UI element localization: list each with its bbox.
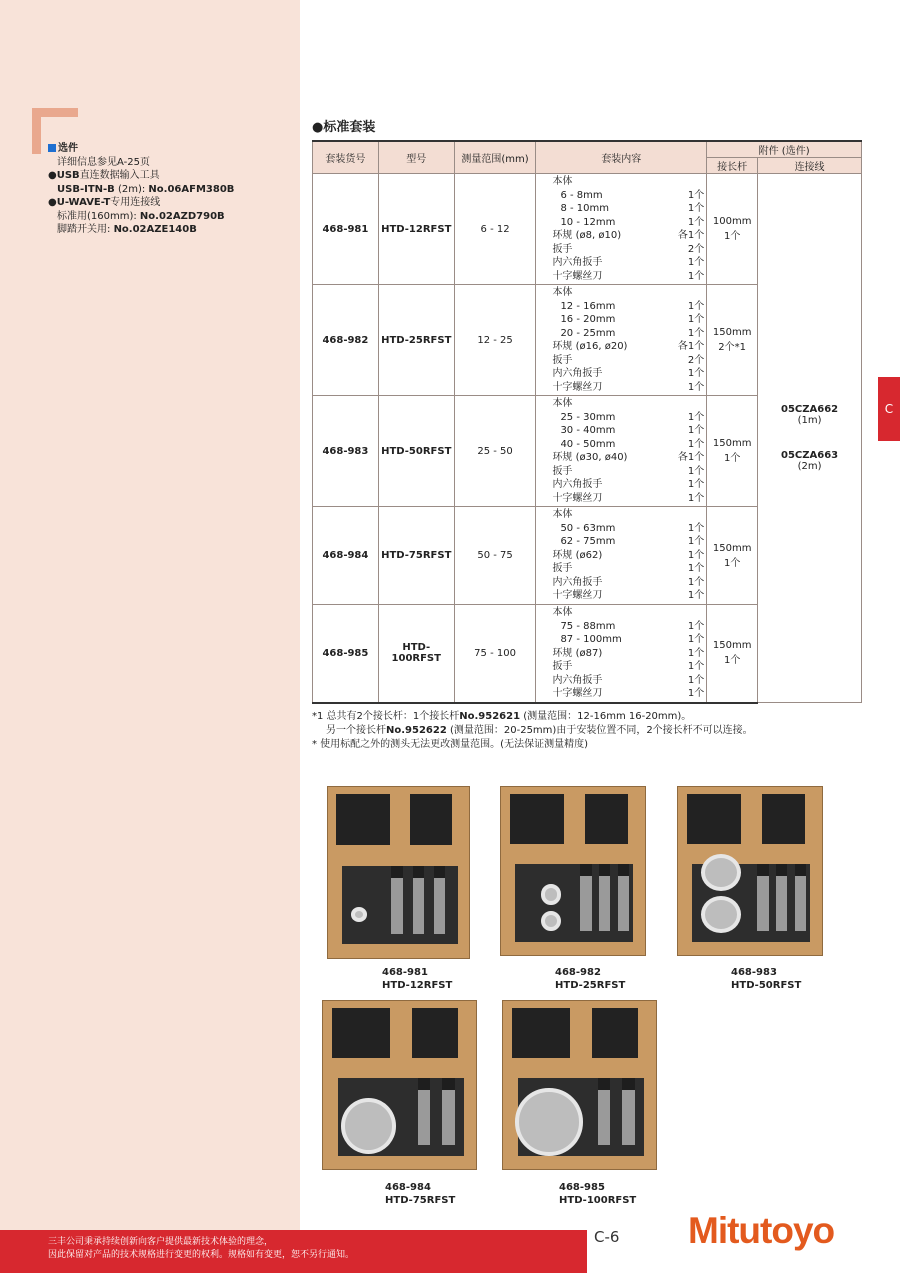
contents-item xyxy=(552,216,704,230)
contents-item xyxy=(552,508,704,522)
contents-item xyxy=(552,189,704,203)
contents-item xyxy=(552,549,704,563)
set-code-cell: 468-982 xyxy=(313,285,379,396)
contents-item xyxy=(552,589,704,603)
item-qty: 各1个 xyxy=(677,452,705,463)
extension-length: 150mm xyxy=(712,542,752,554)
contents-item xyxy=(552,424,704,438)
set-code-cell: 468-984 xyxy=(313,507,379,605)
item-qty: 1个 xyxy=(687,674,705,686)
item-name: 75 - 88mm xyxy=(560,620,616,632)
bore-gauge-icon xyxy=(599,864,611,931)
foam-pad xyxy=(336,794,390,845)
item-name: 16 - 20mm xyxy=(560,314,616,325)
extension-length: 150mm xyxy=(712,640,752,652)
uwave-footswitch-item: 脚踏开关用: No.02AZE140B xyxy=(57,224,197,235)
item-qty: 1个 xyxy=(687,647,705,659)
contents-item xyxy=(552,397,704,411)
item-qty: 1个 xyxy=(687,536,705,548)
model-cell: HTD-75RFST xyxy=(378,507,454,605)
item-qty: 1个 xyxy=(687,216,705,228)
item-qty: 1个 xyxy=(687,327,705,339)
item-name: 本体 xyxy=(552,176,573,187)
footnote-1-continued: 另一个接长杆No.952622 (测量范围：20-25mm)由于安装位置不同，2个接长杆不可以连接。 xyxy=(326,725,753,736)
contents-item xyxy=(552,674,704,688)
item-qty: 1个 xyxy=(687,300,705,312)
contents-item xyxy=(552,313,704,327)
bore-gauge-icon xyxy=(622,1078,634,1145)
product-photo-468-982 xyxy=(500,786,646,956)
cable-a-length: (1m) xyxy=(797,415,822,426)
product-photo-468-981 xyxy=(327,786,470,959)
item-name: 环规 (ø16, ø20) xyxy=(552,341,628,352)
footnote-2: * 使用标配之外的测头无法更改测量范围。(无法保证测量精度) xyxy=(312,739,588,750)
contents-cell xyxy=(536,507,707,605)
mitutoyo-logo: Mitutoyo xyxy=(688,1210,835,1251)
options-block xyxy=(48,142,234,237)
item-qty: 2个 xyxy=(687,354,705,366)
extension-length: 150mm xyxy=(712,438,752,449)
photo-caption-468-985: 468-985 HTD-100RFST xyxy=(559,1182,637,1206)
photo-caption-468-983: 468-983 HTD-50RFST xyxy=(731,967,802,991)
item-name: 扳手 xyxy=(552,243,573,255)
bore-gauge-icon xyxy=(795,864,807,931)
contents-cell xyxy=(536,396,707,507)
item-name: 本体 xyxy=(552,607,573,618)
item-name: 6 - 8mm xyxy=(560,189,603,201)
item-name: 内六角扳手 xyxy=(552,674,603,686)
page-number: C-6 xyxy=(594,1228,620,1246)
item-name: 10 - 12mm xyxy=(560,216,616,228)
contents-item xyxy=(552,256,704,270)
item-qty: 2个 xyxy=(687,243,705,255)
bore-gauge-icon xyxy=(598,1078,610,1145)
contents-item xyxy=(552,478,704,492)
options-heading: 选件 xyxy=(48,142,234,156)
item-qty: 1个 xyxy=(687,257,705,268)
cable-a-code: 05CZA662 xyxy=(781,404,839,415)
contents-item xyxy=(552,327,704,341)
header-range: 测量范围(mm) xyxy=(454,141,536,174)
item-qty: 1个 xyxy=(687,314,705,325)
disclaimer-line-2: 因此保留对产品的技术规格进行变更的权利。规格如有变更，恕不另行通知。 xyxy=(48,1250,355,1260)
contents-item xyxy=(552,647,704,661)
chapter-tab-c[interactable]: C xyxy=(878,377,900,441)
contents-item xyxy=(552,367,704,381)
contents-item xyxy=(552,465,704,479)
extension-length: 100mm xyxy=(712,216,752,227)
spacer xyxy=(758,426,861,450)
header-accessories: 附件 (选件) xyxy=(707,141,862,158)
range-cell: 12 - 25 xyxy=(454,285,536,396)
uwave-standard-item: 标准用(160mm): No.02AZD790B xyxy=(57,210,225,222)
header-extension: 接长杆 xyxy=(707,158,758,174)
item-name: 20 - 25mm xyxy=(560,327,616,339)
photo-caption-468-981: 468-981 HTD-12RFST xyxy=(382,967,453,991)
usb-option-item: USB-ITN-B (2m): No.06AFM380B xyxy=(57,183,235,195)
contents-item xyxy=(552,438,704,452)
foam-pad xyxy=(592,1008,638,1058)
item-name: 扳手 xyxy=(552,354,573,366)
extension-qty: 1个 xyxy=(723,557,741,569)
range-cell: 25 - 50 xyxy=(454,396,536,507)
item-qty: 1个 xyxy=(687,620,705,632)
bore-gauge-icon xyxy=(618,864,630,931)
item-qty: 1个 xyxy=(687,522,705,534)
footer-disclaimer xyxy=(0,1230,587,1273)
foam-tray xyxy=(515,864,633,941)
contents-item xyxy=(552,229,704,243)
bore-gauge-icon xyxy=(434,866,445,934)
set-code-cell: 468-981 xyxy=(313,174,379,285)
foam-pad xyxy=(762,794,805,844)
item-name: 内六角扳手 xyxy=(552,257,603,268)
item-qty: 1个 xyxy=(687,634,705,645)
cable-b-code: 05CZA663 xyxy=(781,450,839,461)
item-name: 环规 (ø30, ø40) xyxy=(552,452,628,463)
footnotes xyxy=(312,710,753,752)
cable-cell xyxy=(758,174,862,703)
photo-caption-468-984: 468-984 HTD-75RFST xyxy=(385,1182,456,1206)
item-name: 扳手 xyxy=(552,661,573,672)
item-qty: 1个 xyxy=(687,189,705,201)
range-cell: 50 - 75 xyxy=(454,507,536,605)
disclaimer-line-1: 三丰公司秉承持续创新向客户提供最新技术体验的理念， xyxy=(48,1237,274,1247)
bore-gauge-icon xyxy=(776,864,788,931)
item-name: 内六角扳手 xyxy=(552,576,603,588)
item-name: 十字螺丝刀 xyxy=(552,492,603,504)
item-name: 十字螺丝刀 xyxy=(552,381,603,393)
contents-item xyxy=(552,381,704,395)
item-name: 内六角扳手 xyxy=(552,368,603,379)
item-name: 12 - 16mm xyxy=(560,300,616,312)
footnote-1: *1 总共有2个接长杆：1个接长杆No.952621 (测量范围：12-16mm 16-20mm)。 xyxy=(312,711,692,722)
extension-rod-cell xyxy=(707,396,758,507)
contents-item xyxy=(552,535,704,549)
foam-pad xyxy=(512,1008,570,1058)
range-cell: 6 - 12 xyxy=(454,174,536,285)
contents-cell xyxy=(536,605,707,703)
table-row xyxy=(313,174,862,285)
item-name: 内六角扳手 xyxy=(552,479,603,490)
contents-item xyxy=(552,202,704,216)
item-qty: 1个 xyxy=(687,368,705,379)
item-qty: 1个 xyxy=(687,381,705,393)
model-cell: HTD-100RFST xyxy=(378,605,454,703)
item-qty: 1个 xyxy=(687,411,705,423)
contents-item xyxy=(552,286,704,300)
item-name: 扳手 xyxy=(552,465,573,477)
contents-item xyxy=(552,562,704,576)
extension-rod-cell xyxy=(707,285,758,396)
item-qty: 1个 xyxy=(687,661,705,672)
item-name: 25 - 30mm xyxy=(560,411,616,423)
item-name: 40 - 50mm xyxy=(560,438,616,450)
item-qty: 1个 xyxy=(687,438,705,450)
section-title: ●标准套装 xyxy=(312,120,376,135)
foam-pad xyxy=(412,1008,458,1058)
item-name: 扳手 xyxy=(552,563,573,575)
item-name: 环规 (ø87) xyxy=(552,647,603,659)
contents-item xyxy=(552,300,704,314)
item-name: 环规 (ø8, ø10) xyxy=(552,230,622,241)
contents-item xyxy=(552,340,704,354)
ring-gauge-icon xyxy=(541,884,561,904)
product-photo-468-984 xyxy=(322,1000,477,1170)
foam-pad xyxy=(585,794,628,844)
extension-qty: 1个 xyxy=(723,231,741,242)
bore-gauge-icon xyxy=(413,866,424,934)
square-bullet-icon xyxy=(48,144,56,152)
extension-rod-cell xyxy=(707,174,758,285)
item-qty: 1个 xyxy=(687,688,705,699)
item-name: 本体 xyxy=(552,287,573,298)
contents-item xyxy=(552,354,704,368)
bore-gauge-icon xyxy=(442,1078,454,1145)
ring-gauge-icon xyxy=(341,1098,396,1153)
item-qty: 1个 xyxy=(687,203,705,214)
bore-gauge-icon xyxy=(580,864,592,931)
contents-item xyxy=(552,175,704,189)
item-qty: 各1个 xyxy=(677,341,705,352)
set-code-cell: 468-985 xyxy=(313,605,379,703)
item-qty: 1个 xyxy=(687,492,705,504)
range-cell: 75 - 100 xyxy=(454,605,536,703)
header-model: 型号 xyxy=(378,141,454,174)
extension-qty: 2个*1 xyxy=(718,342,747,353)
bore-gauge-icon xyxy=(418,1078,430,1145)
item-name: 50 - 63mm xyxy=(560,522,616,534)
model-cell: HTD-12RFST xyxy=(378,174,454,285)
contents-item xyxy=(552,411,704,425)
item-name: 30 - 40mm xyxy=(560,425,616,436)
contents-item xyxy=(552,492,704,506)
extension-qty: 1个 xyxy=(723,453,741,464)
bore-gauge-icon xyxy=(391,866,402,934)
foam-pad xyxy=(510,794,565,844)
set-code-cell: 468-983 xyxy=(313,396,379,507)
ring-gauge-icon xyxy=(515,1088,582,1155)
header-cable: 连接线 xyxy=(758,158,862,174)
item-name: 十字螺丝刀 xyxy=(552,688,603,699)
contents-item xyxy=(552,576,704,590)
item-qty: 1个 xyxy=(687,563,705,575)
item-qty: 1个 xyxy=(687,479,705,490)
model-cell: HTD-25RFST xyxy=(378,285,454,396)
uwave-option-title: ●U-WAVE-T专用连接线 xyxy=(48,197,161,208)
bore-gauge-icon xyxy=(757,864,769,931)
item-name: 本体 xyxy=(552,398,573,409)
contents-item xyxy=(552,522,704,536)
extension-qty: 1个 xyxy=(723,655,741,667)
item-name: 十字螺丝刀 xyxy=(552,590,603,602)
cable-b-length: (2m) xyxy=(797,461,822,472)
item-qty: 1个 xyxy=(687,425,705,436)
foam-pad xyxy=(332,1008,390,1058)
product-photo-468-985 xyxy=(502,1000,657,1170)
standard-set-table xyxy=(312,140,862,704)
item-qty: 1个 xyxy=(687,576,705,588)
product-photo-468-983 xyxy=(677,786,823,956)
item-name: 87 - 100mm xyxy=(560,634,622,645)
photo-caption-468-982: 468-982 HTD-25RFST xyxy=(555,967,626,991)
foam-pad xyxy=(410,794,452,845)
contents-item xyxy=(552,687,704,701)
model-cell: HTD-50RFST xyxy=(378,396,454,507)
item-name: 8 - 10mm xyxy=(560,203,609,214)
contents-item xyxy=(552,660,704,674)
contents-cell xyxy=(536,285,707,396)
item-name: 62 - 75mm xyxy=(560,536,616,548)
header-contents: 套装内容 xyxy=(536,141,707,174)
contents-item xyxy=(552,606,704,620)
contents-item xyxy=(552,633,704,647)
contents-item xyxy=(552,243,704,257)
options-reference: 详细信息参见A-25页 xyxy=(57,156,150,168)
contents-item xyxy=(552,451,704,465)
foam-pad xyxy=(687,794,742,844)
contents-cell xyxy=(536,174,707,285)
extension-length: 150mm xyxy=(712,327,752,338)
header-code: 套装货号 xyxy=(313,141,379,174)
contents-item xyxy=(552,620,704,634)
item-name: 十字螺丝刀 xyxy=(552,270,603,282)
item-qty: 1个 xyxy=(687,270,705,282)
item-name: 环规 (ø62) xyxy=(552,549,603,561)
item-qty: 各1个 xyxy=(677,230,705,241)
contents-item xyxy=(552,270,704,284)
item-qty: 1个 xyxy=(687,549,705,561)
item-name: 本体 xyxy=(552,509,573,521)
usb-option-title: ●USB直连数据输入工具 xyxy=(48,170,160,181)
item-qty: 1个 xyxy=(687,590,705,602)
extension-rod-cell xyxy=(707,507,758,605)
extension-rod-cell xyxy=(707,605,758,703)
item-qty: 1个 xyxy=(687,465,705,477)
